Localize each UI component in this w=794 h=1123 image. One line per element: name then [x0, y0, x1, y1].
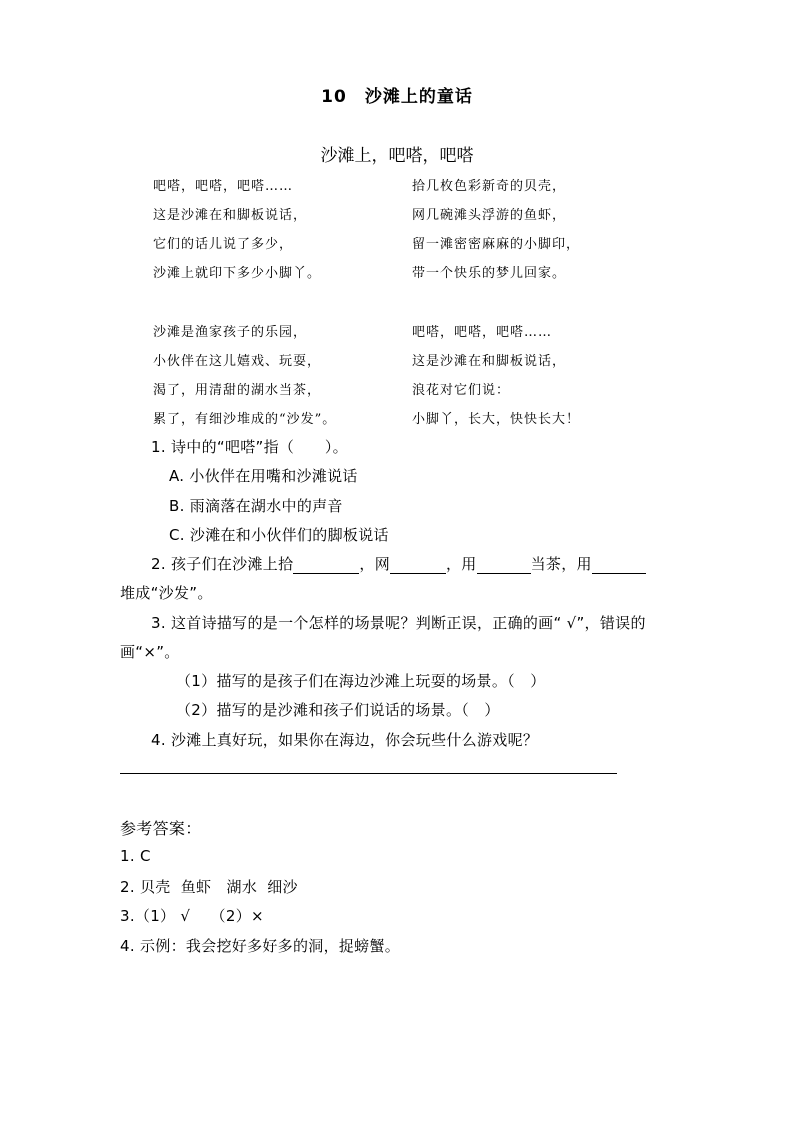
poem-line: 它们的话儿说了多少，	[153, 237, 294, 252]
option-c: C. 沙滩在和小伙伴们的脚板说话	[169, 526, 389, 544]
poem-line: 带一个快乐的梦儿回家。	[412, 266, 567, 281]
poem-line: 沙滩是渔家孩子的乐园，	[153, 325, 308, 340]
poem-line: 这是沙滩在和脚板说话，	[153, 208, 308, 223]
question-2-line-2: 堆成“沙发”。	[120, 584, 213, 602]
answer-item: 1. C	[120, 847, 151, 865]
question-3: 3. 这首诗描写的是一个怎样的场景呢？判断正误，正确的画“ √”，错误的	[151, 614, 646, 632]
answer-blank[interactable]	[293, 557, 359, 574]
poem-line: 沙滩上就印下多少小脚丫。	[153, 266, 322, 281]
poem-line: 这是沙滩在和脚板说话，	[412, 354, 567, 369]
question-1: 1. 诗中的“吧嗒”指（ ）。	[151, 438, 348, 456]
answer-item: 4. 示例：我会挖好多好多的洞，捉螃蟹。	[120, 937, 401, 955]
question-3-item-1: （1）描写的是孩子们在海边沙滩上玩耍的场景。（ ）	[176, 672, 546, 690]
answers-heading: 参考答案：	[120, 819, 202, 838]
question-2-text: ，用	[446, 555, 477, 573]
poem-line: 渴了，用清甜的湖水当茶，	[153, 383, 322, 398]
poem-line: 拾几枚色彩新奇的贝壳，	[412, 179, 567, 194]
poem-title: 沙滩上，吧嗒，吧嗒	[320, 146, 474, 166]
option-a: A. 小伙伴在用嘴和沙滩说话	[169, 467, 358, 485]
poem-line: 累了，有细沙堆成的“沙发”。	[153, 412, 337, 427]
poem-line: 留一滩密密麻麻的小脚印，	[412, 237, 581, 252]
answer-blank[interactable]	[477, 557, 531, 574]
question-3-line-2: 画“×”。	[120, 643, 180, 661]
poem-line: 小脚丫，长大，快快长大！	[412, 412, 581, 427]
poem-line: 小伙伴在这儿嬉戏、玩耍，	[153, 354, 322, 369]
question-2-text: 当茶，用	[530, 555, 592, 573]
question-2-text: 2. 孩子们在沙滩上拾	[151, 555, 294, 573]
answer-blank[interactable]	[592, 557, 646, 574]
answer-line[interactable]	[120, 773, 617, 774]
answer-blank[interactable]	[390, 557, 446, 574]
question-2-text: ，网	[359, 555, 390, 573]
poem-line: 吧嗒，吧嗒，吧嗒……	[153, 179, 294, 194]
poem-line: 网几碗滩头浮游的鱼虾，	[412, 208, 567, 223]
poem-line: 吧嗒，吧嗒，吧嗒……	[412, 325, 553, 340]
question-4: 4. 沙滩上真好玩，如果你在海边，你会玩些什么游戏呢？	[151, 731, 539, 749]
answer-item: 2. 贝壳 鱼虾 湖水 细沙	[120, 878, 298, 896]
answer-item: 3.（1） √ （2）×	[120, 907, 264, 925]
poem-line: 浪花对它们说：	[412, 383, 511, 398]
question-3-item-2: （2）描写的是沙滩和孩子们说话的场景。（ ）	[176, 701, 500, 719]
question-2	[151, 553, 646, 574]
option-b: B. 雨滴落在湖水中的声音	[169, 497, 343, 515]
page-title: 10 沙滩上的童话	[321, 87, 473, 107]
